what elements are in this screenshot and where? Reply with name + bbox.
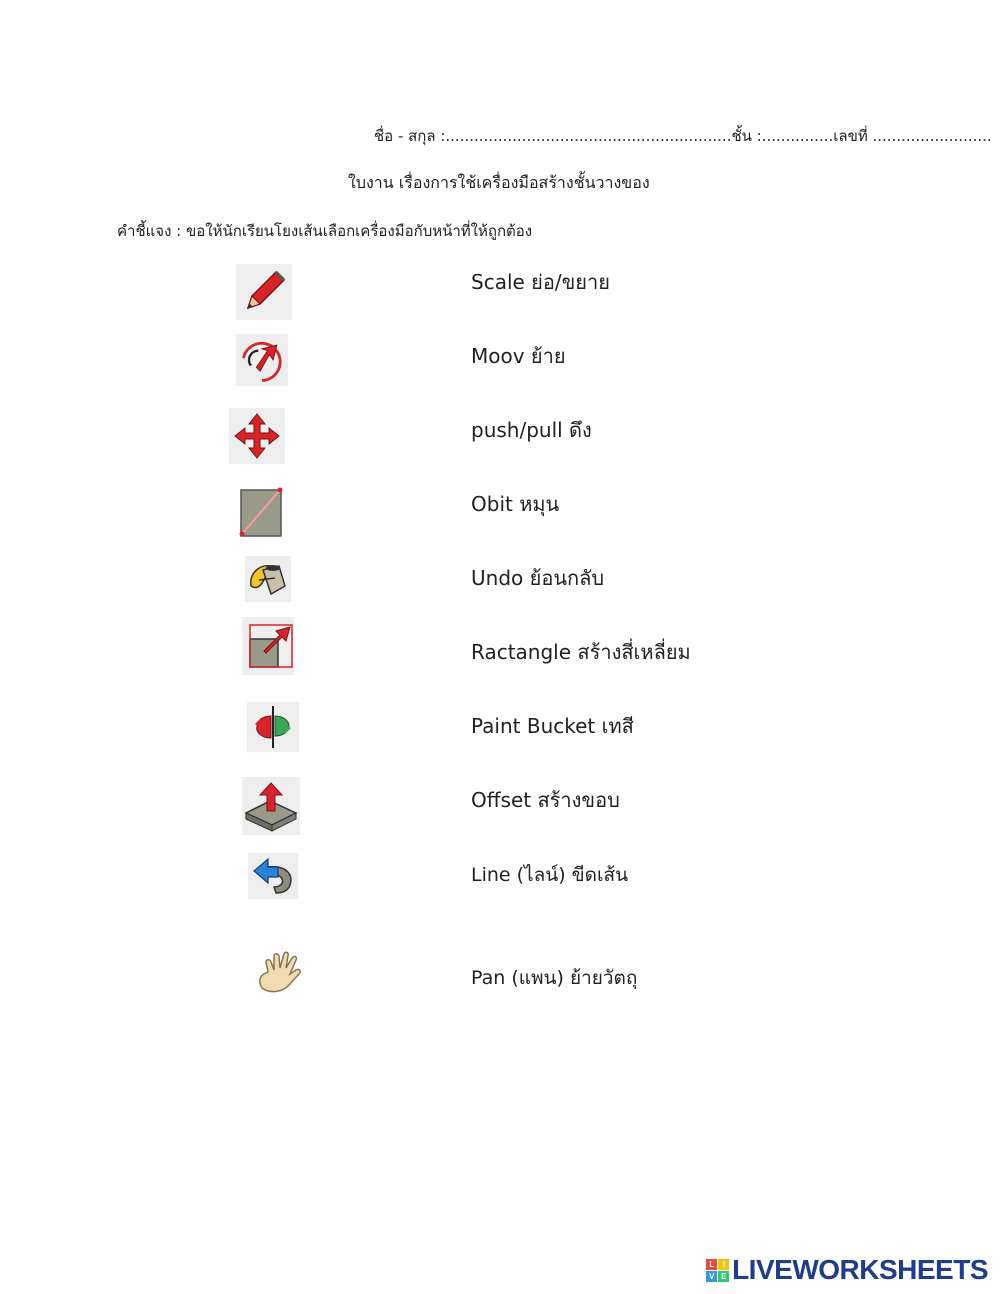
label-offset: Offset สร้างขอบ (471, 788, 620, 812)
scale-icon[interactable] (242, 617, 294, 675)
push-pull-icon[interactable] (242, 777, 300, 835)
label-line: Line (ไลน์) ขีดเส้น (471, 864, 629, 886)
pencil-icon[interactable] (236, 264, 292, 320)
paint-bucket-icon[interactable] (245, 556, 291, 602)
liveworksheets-mark-icon: L I V E (706, 1259, 729, 1282)
label-orbit: Obit หมุน (471, 492, 560, 516)
label-rectangle: Ractangle สร้างสี่เหลี่ยม (471, 640, 691, 664)
label-scale: Scale ย่อ/ขยาย (471, 270, 610, 294)
label-pan: Pan (แพน) ย้ายวัตถุ (471, 967, 638, 989)
undo-icon[interactable] (248, 853, 298, 899)
brand-text: LIVEWORKSHEETS (732, 1254, 988, 1285)
line-rectangle-icon[interactable] (236, 484, 286, 540)
label-move: Moov ย้าย (471, 344, 566, 368)
label-push-pull: push/pull ดึง (471, 418, 592, 442)
hand-pan-icon[interactable] (254, 948, 306, 998)
move-icon[interactable] (229, 408, 285, 464)
worksheet-title: ใบงาน เรื่องการใช้เครื่องมือสร้างชั้นวางของ (348, 173, 650, 192)
rotate-icon[interactable] (247, 702, 299, 752)
label-paint-bucket: Paint Bucket เทสี (471, 714, 634, 738)
orbit-icon[interactable] (236, 334, 288, 386)
liveworksheets-logo (706, 1254, 988, 1286)
label-undo: Undo ย้อนกลับ (471, 566, 605, 590)
instruction-text: คำชี้แจง : ขอให้นักเรียนโยงเส้นเลือกเครื่องมือกับหน้าที่ให้ถูกต้อง (117, 222, 533, 240)
student-info-line: ชื่อ - สกุล :............................................................ชั้น :...............เลขที่ ......................... (374, 127, 992, 145)
